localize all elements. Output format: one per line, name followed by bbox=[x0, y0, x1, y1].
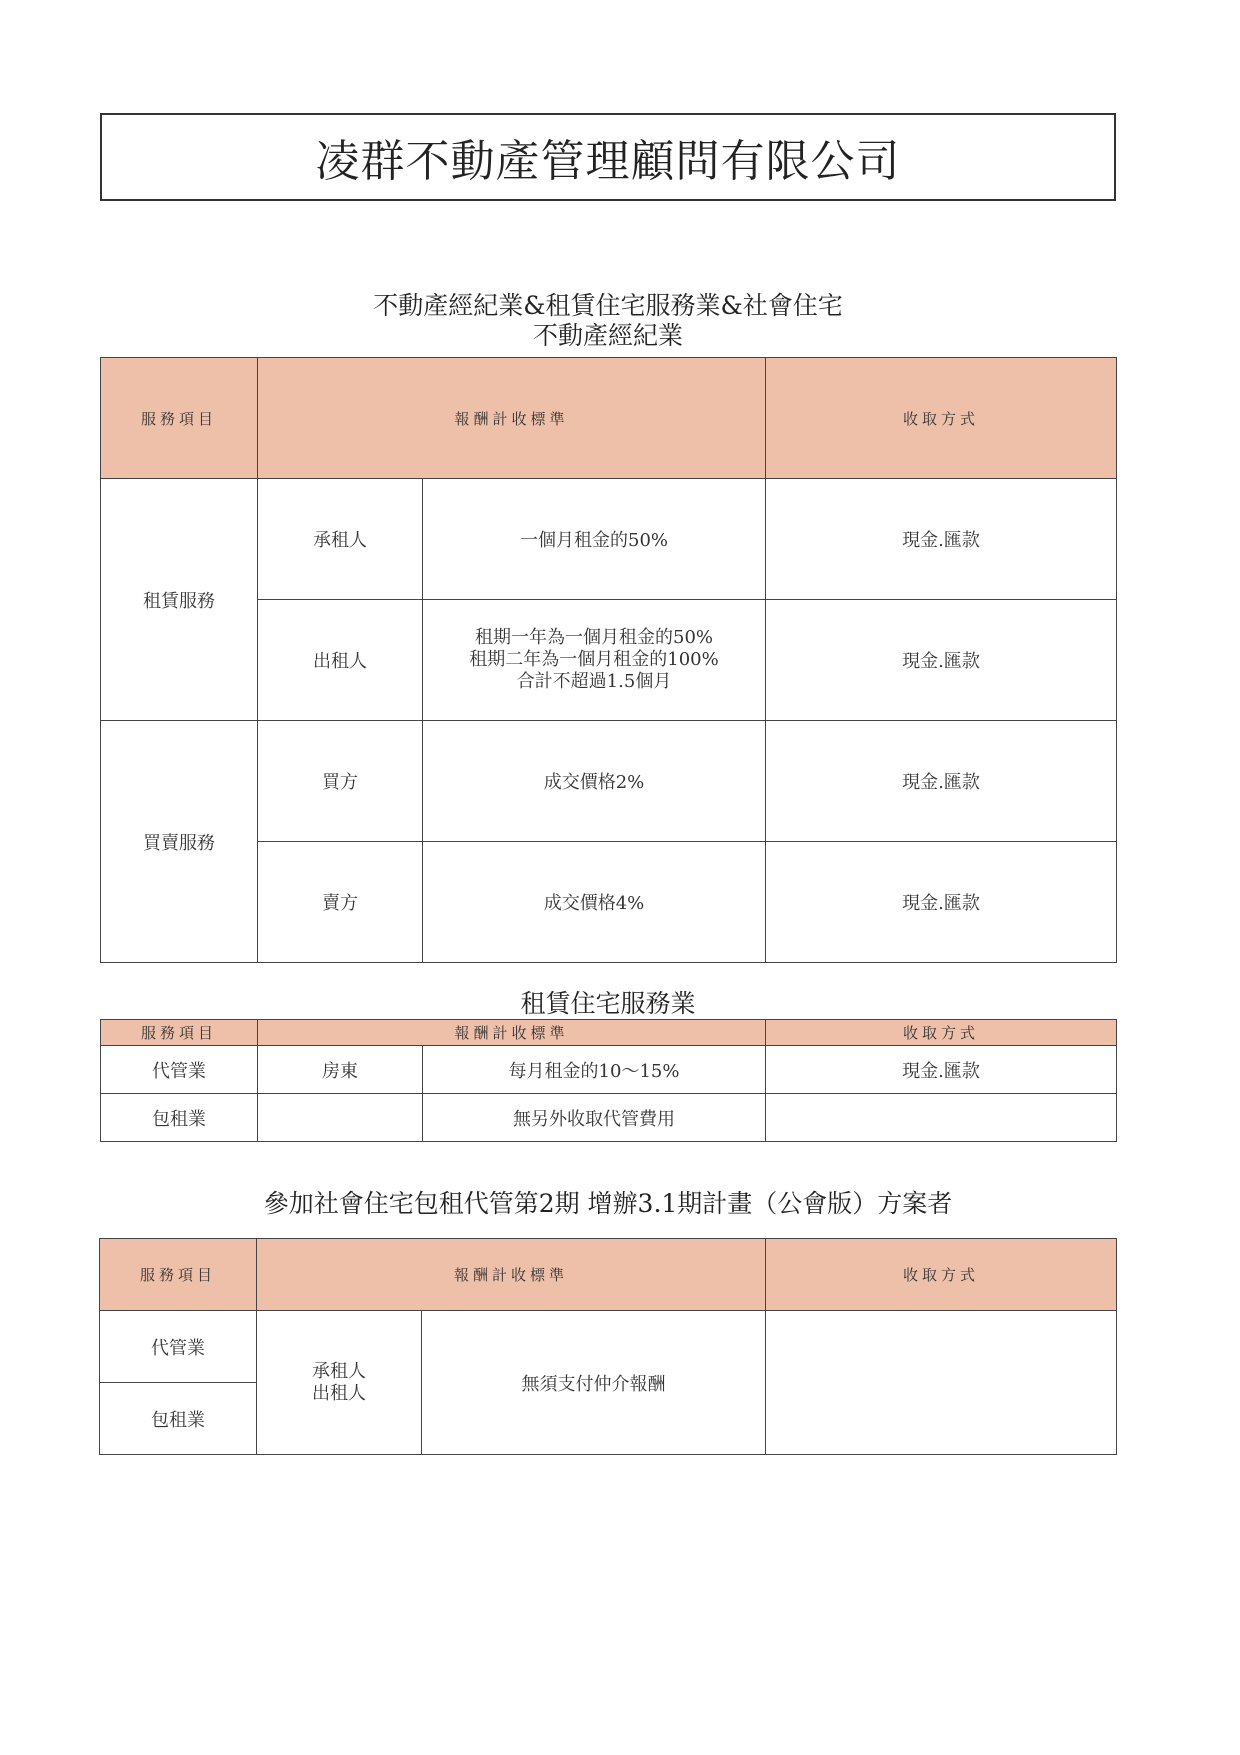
header-collection-method: 收取方式 bbox=[766, 1020, 1117, 1046]
service-item-cell: 包租業 bbox=[100, 1383, 257, 1455]
standard-cell: 成交價格2% bbox=[423, 721, 766, 842]
party-cell bbox=[258, 1094, 423, 1142]
header-service-item: 服務項目 bbox=[100, 1239, 257, 1311]
table-row bbox=[101, 1046, 1117, 1094]
method-cell: 現金.匯款 bbox=[766, 1046, 1117, 1094]
party-cell: 房東 bbox=[258, 1046, 423, 1094]
section1-title: 不動產經紀業&租賃住宅服務業&社會住宅 bbox=[373, 291, 843, 320]
party-cell: 買方 bbox=[258, 721, 423, 842]
party-line: 出租人 bbox=[312, 1382, 366, 1404]
standard-line: 合計不超過1.5個月 bbox=[516, 671, 672, 692]
service-item-cell: 代管業 bbox=[101, 1046, 258, 1094]
party-cell bbox=[257, 1311, 422, 1455]
group-sale-service: 買賣服務 bbox=[101, 721, 258, 963]
standard-cell: 無須支付仲介報酬 bbox=[422, 1311, 766, 1455]
header-collection-method: 收取方式 bbox=[766, 1239, 1117, 1311]
method-cell: 現金.匯款 bbox=[766, 842, 1117, 963]
service-item-cell: 包租業 bbox=[101, 1094, 258, 1142]
party-cell: 賣方 bbox=[258, 842, 423, 963]
company-name: 凌群不動產管理顧問有限公司 bbox=[100, 113, 1116, 201]
table-row bbox=[101, 479, 1117, 600]
header-fee-standard: 報酬計收標準 bbox=[258, 1020, 766, 1046]
method-cell: 現金.匯款 bbox=[766, 600, 1117, 721]
table-row bbox=[101, 721, 1117, 842]
brokerage-fee-table bbox=[100, 357, 1117, 963]
section1-subtitle: 不動產經紀業 bbox=[532, 321, 683, 350]
standard-cell bbox=[423, 600, 766, 721]
table-row bbox=[100, 1311, 1117, 1383]
rental-housing-fee-table bbox=[100, 1019, 1117, 1142]
standard-cell: 每月租金的10～15% bbox=[423, 1046, 766, 1094]
method-cell bbox=[766, 1094, 1117, 1142]
party-cell: 承租人 bbox=[258, 479, 423, 600]
table-row bbox=[101, 1094, 1117, 1142]
header-fee-standard: 報酬計收標準 bbox=[257, 1239, 766, 1311]
header-service-item: 服務項目 bbox=[101, 1020, 258, 1046]
section2-title: 租賃住宅服務業 bbox=[520, 989, 696, 1018]
service-item-cell: 代管業 bbox=[100, 1311, 257, 1383]
social-housing-fee-table bbox=[99, 1238, 1117, 1455]
method-cell: 現金.匯款 bbox=[766, 479, 1117, 600]
method-cell: 現金.匯款 bbox=[766, 721, 1117, 842]
header-fee-standard: 報酬計收標準 bbox=[258, 358, 766, 479]
section3-title: 參加社會住宅包租代管第2期 增辦3.1期計畫（公會版）方案者 bbox=[263, 1189, 953, 1218]
header-service-item: 服務項目 bbox=[101, 358, 258, 479]
standard-cell: 成交價格4% bbox=[423, 842, 766, 963]
party-cell: 出租人 bbox=[258, 600, 423, 721]
method-cell bbox=[766, 1311, 1117, 1455]
header-collection-method: 收取方式 bbox=[766, 358, 1117, 479]
standard-line: 租期一年為一個月租金的50% bbox=[475, 627, 714, 648]
standard-cell: 無另外收取代管費用 bbox=[423, 1094, 766, 1142]
standard-cell: 一個月租金的50% bbox=[423, 479, 766, 600]
group-rental-service: 租賃服務 bbox=[101, 479, 258, 721]
party-line: 承租人 bbox=[312, 1360, 366, 1382]
standard-line: 租期二年為一個月租金的100% bbox=[469, 649, 719, 670]
